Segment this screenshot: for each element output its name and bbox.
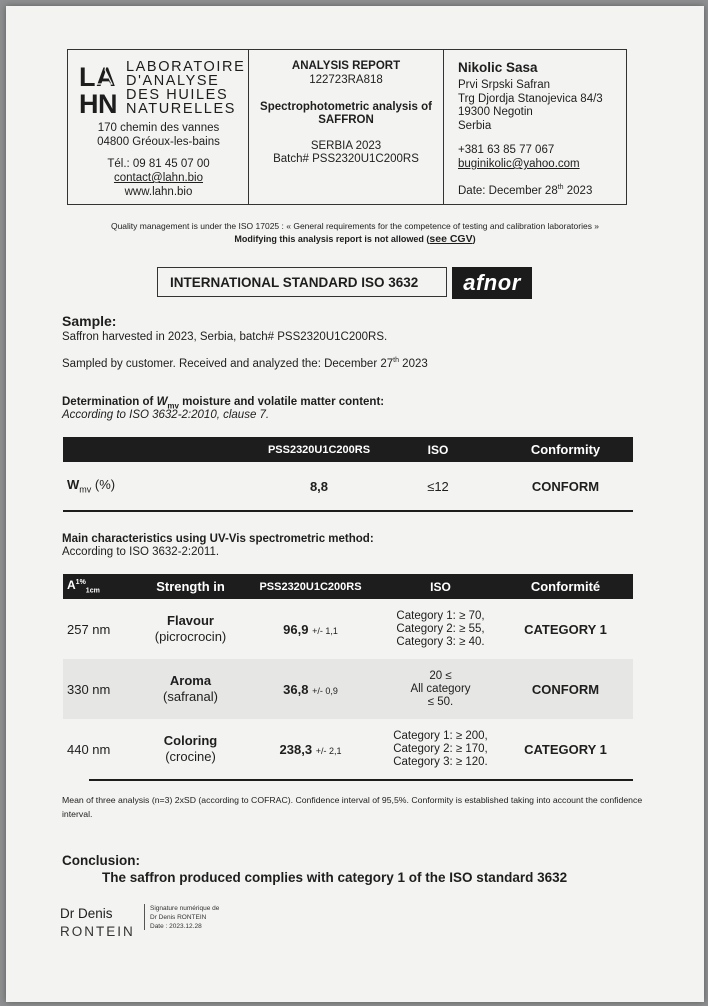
lab-address-line: 170 chemin des vannes — [97, 122, 220, 134]
date-year: 2023 — [563, 184, 593, 197]
iso-line: Category 3: ≥ 120. — [393, 755, 488, 768]
lab-address-line: 04800 Gréoux-les-bains — [97, 136, 220, 148]
moisture-conformity: CONFORM — [531, 478, 600, 494]
header-iso: ISO — [430, 579, 451, 594]
iso-line: 20 ≤ — [429, 669, 452, 682]
modification-close: ) — [472, 234, 476, 244]
signatory-surname — [60, 924, 135, 939]
lab-name-line: NATURELLES — [126, 101, 237, 117]
report-number: 122723RA818 — [309, 74, 383, 86]
client-address — [458, 79, 603, 133]
moisture-label — [63, 477, 260, 495]
client-address-line: Trg Djordja Stanojevica 84/3 — [458, 92, 603, 105]
uv-reference: According to ISO 3632-2:2011. — [62, 546, 220, 558]
abs-sub: 1cm — [85, 587, 100, 595]
uv-table-rule — [89, 779, 633, 781]
digital-signature-stamp — [144, 904, 219, 930]
iso-line: Category 1: ≥ 200, — [393, 729, 488, 742]
moisture-title-a: Determination of — [62, 396, 157, 408]
iso-cell — [383, 670, 498, 709]
report-title: ANALYSIS REPORT — [291, 60, 401, 72]
sample-heading — [62, 313, 116, 329]
header-strength: Strength in — [156, 579, 225, 594]
wavelength: 330 nm — [67, 681, 111, 697]
signatory-name: Dr Denis — [60, 906, 113, 921]
uncertainty: +/- 2,1 — [315, 745, 342, 756]
stamp-line: Dr Denis RONTEIN — [150, 914, 207, 921]
analysis-type — [249, 101, 443, 127]
logo-letter-h: H — [79, 89, 99, 119]
abs-main: A — [67, 578, 76, 593]
lahn-logo — [79, 62, 119, 119]
uv-row-coloring — [63, 719, 633, 779]
moisture-table-header — [63, 437, 633, 462]
iso-line: Category 3: ≥ 40. — [396, 635, 485, 648]
sample-description: Saffron harvested in 2023, Serbia, batch# PSS2320U1C200RS. — [62, 331, 388, 343]
standard-banner — [157, 267, 447, 297]
strength-cell — [143, 673, 238, 705]
moisture-iso: ≤12 — [427, 478, 449, 494]
batch-number: Batch# PSS2320U1C200RS — [273, 153, 419, 165]
uv-table-header — [63, 574, 633, 599]
wavelength: 440 nm — [67, 741, 111, 757]
moisture-value: 8,8 — [309, 478, 329, 494]
report-cell — [249, 50, 444, 204]
strength-compound: (picrocrocin) — [154, 629, 227, 644]
iso-cell — [383, 610, 498, 649]
moisture-reference: According to ISO 3632-2:2010, clause 7. — [62, 409, 270, 421]
iso-line: ≤ 50. — [427, 695, 454, 708]
footnote: Mean of three analysis (n=3) 2xSD (according to COFRAC). Confidence interval of 95,5%. Conformity is established taking into account the confidence interval. — [62, 795, 643, 819]
uv-row-flavour — [63, 599, 633, 659]
strength-cell — [143, 613, 238, 645]
cgv-link[interactable]: see CGV — [429, 233, 473, 245]
report-date — [458, 184, 592, 197]
moisture-table-rule — [63, 510, 633, 512]
iso-line: Category 2: ≥ 170, — [393, 742, 488, 755]
value-cell — [238, 682, 383, 697]
standard-label: INTERNATIONAL STANDARD ISO 3632 — [170, 274, 419, 290]
header-conformite: Conformité — [530, 579, 601, 594]
lab-name — [126, 60, 245, 116]
lab-name-line: D'ANALYSE — [126, 73, 220, 89]
origin: SERBIA 2023 — [310, 140, 382, 152]
client-name: Nikolic Sasa — [458, 60, 538, 75]
uncertainty: +/- 0,9 — [312, 685, 338, 696]
strength-cell — [143, 733, 238, 765]
value: 238,3 — [279, 741, 313, 757]
client-address-line: Serbia — [458, 119, 492, 132]
client-email-link[interactable]: buginikolic@yahoo.com — [458, 158, 580, 170]
lab-address — [68, 121, 249, 149]
iso-line: All category — [410, 682, 471, 695]
analysis-product: SAFFRON — [318, 114, 374, 126]
afnor-wordmark: afnor — [463, 270, 521, 295]
lab-cell — [68, 50, 249, 204]
moisture-w: W — [67, 477, 80, 493]
conformity: CATEGORY 1 — [524, 741, 607, 757]
uncertainty: +/- 1,1 — [312, 625, 338, 636]
strength-name: Aroma — [169, 673, 212, 688]
stamp-line: Signature numérique de — [150, 905, 220, 912]
moisture-unit: (%) — [91, 477, 116, 493]
uv-table — [63, 574, 633, 781]
report-page — [6, 6, 704, 1002]
conclusion-text: The saffron produced complies with category 1 of the ISO standard 3632 — [102, 870, 568, 885]
moisture-title-w: W — [156, 396, 168, 408]
logo-letter-a: A — [96, 62, 116, 92]
conclusion-heading: Conclusion: — [62, 853, 140, 868]
modification-note — [6, 233, 704, 245]
strength-compound: (crocine) — [165, 749, 216, 764]
moisture-row — [63, 462, 633, 510]
header-iso: ISO — [427, 442, 449, 457]
logo-letter-n: N — [98, 89, 118, 119]
client-address-line: Prvi Srpski Safran — [458, 79, 551, 91]
lab-contact — [68, 157, 249, 199]
strength-compound: (safranal) — [163, 689, 218, 704]
conformity: CONFORM — [531, 681, 600, 697]
moisture-sub: mv — [79, 484, 92, 495]
date-text: Date: December 28 — [458, 184, 558, 197]
received-sup: th — [393, 357, 399, 364]
lab-name-line: DES HUILES — [126, 87, 229, 103]
abs-sup: 1% — [75, 579, 86, 587]
client-phone: +381 63 85 77 067 — [458, 144, 555, 156]
value: 96,9 — [283, 621, 309, 637]
modification-text: Modifying this analysis report is not allowed ( — [234, 234, 430, 244]
lab-website: www.lahn.bio — [124, 186, 193, 198]
uv-title: Main characteristics using UV-Vis spectrometric method: — [62, 533, 374, 545]
header-table — [67, 49, 627, 205]
quality-note: Quality management is under the ISO 17025 : « General requirements for the competence of testing and calibration laboratories » — [110, 221, 600, 231]
client-contact — [458, 143, 580, 171]
logo-letter-l: L — [79, 62, 96, 92]
moisture-table — [63, 437, 633, 512]
moisture-title-b: moisture and volatile matter content: — [178, 396, 385, 408]
received-year: 2023 — [398, 357, 428, 370]
header-conformity: Conformity — [530, 442, 601, 457]
date-sup: th — [557, 184, 564, 191]
header-absorbance — [63, 578, 143, 594]
client-cell — [444, 50, 626, 204]
lab-email-link[interactable]: contact@lahn.bio — [113, 172, 204, 184]
conformity: CATEGORY 1 — [524, 621, 607, 637]
strength-name: Coloring — [163, 733, 218, 748]
iso-line: Category 1: ≥ 70, — [396, 609, 485, 622]
strength-name: Flavour — [167, 613, 214, 628]
stamp-line: Date : 2023.12.28 — [150, 923, 202, 930]
signatory-surname-text: RONTEIN — [60, 924, 135, 939]
value-cell — [238, 742, 383, 757]
wavelength: 257 nm — [67, 621, 111, 637]
iso-line: Category 2: ≥ 55, — [396, 622, 485, 635]
iso-cell — [383, 730, 498, 769]
value-cell — [238, 622, 383, 637]
uv-row-aroma — [63, 659, 633, 719]
client-address-line: 19300 Negotin — [458, 106, 533, 118]
sample-received — [62, 357, 428, 370]
sample-heading-text: Sample: — [62, 313, 117, 329]
received-text: Sampled by customer. Received and analyzed the: December 27 — [62, 357, 394, 370]
batch-info — [249, 140, 443, 166]
header-sample: PSS2320U1C200RS — [259, 580, 362, 593]
moisture-title-sub: mv — [167, 401, 179, 411]
lab-phone: Tél.: 09 81 45 07 00 — [107, 158, 210, 170]
header-sample: PSS2320U1C200RS — [267, 443, 371, 456]
afnor-logo — [452, 267, 532, 299]
lab-name-line: LABORATOIRE — [126, 59, 246, 75]
value: 36,8 — [283, 681, 309, 697]
analysis-line: Spectrophotometric analysis of — [260, 101, 432, 113]
